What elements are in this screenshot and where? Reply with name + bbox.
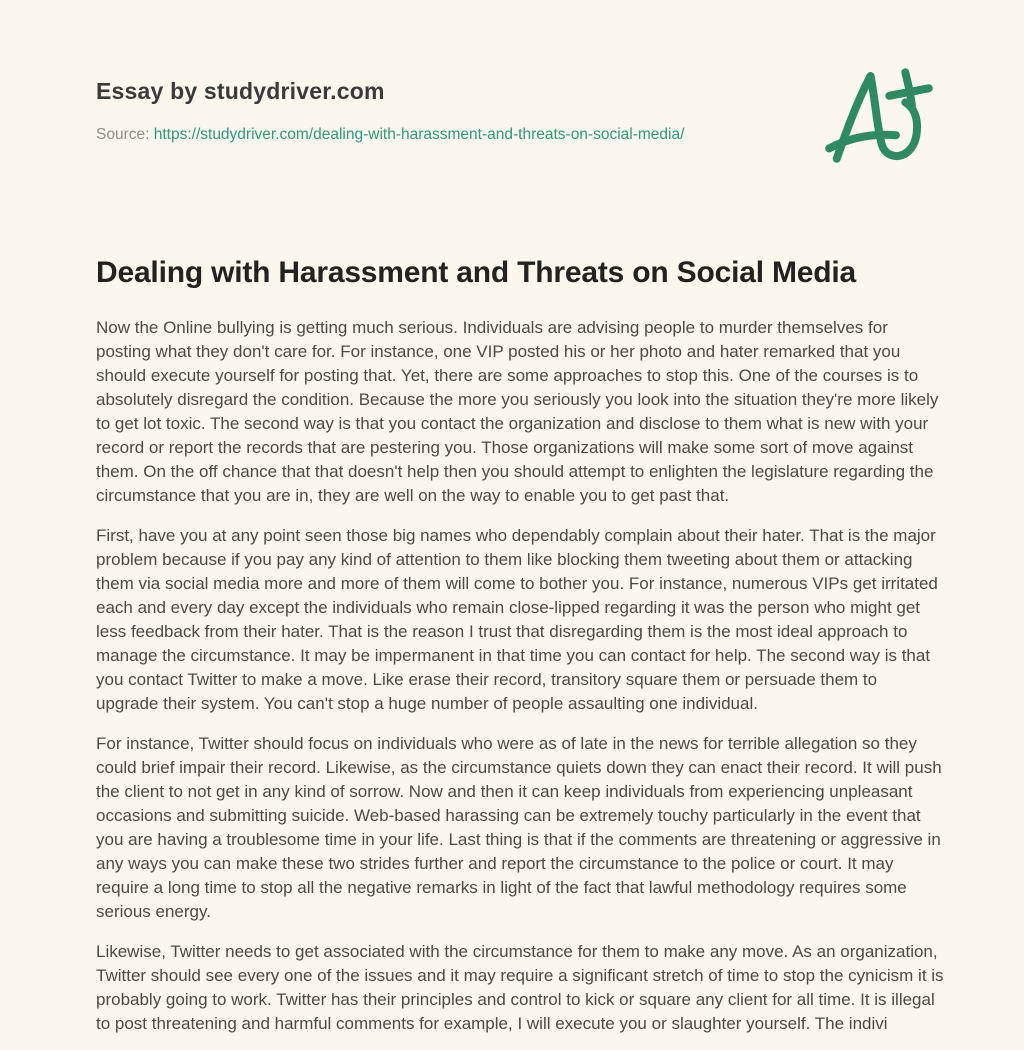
source-url-link[interactable]: https://studydriver.com/dealing-with-harassment-and-threats-on-social-media/ [153,126,685,143]
page-title: Dealing with Harassment and Threats on Social Media [96,256,856,289]
source-label: Source: [96,126,150,143]
essay-paragraph-2: First, have you at any point seen those big names who dependably complain about their hater. That is the major problem because if you pay any kind of attention to them like blocking them tweeting about them or attacking them via social media more and more of them will come to bother you. For instance, numerous VIPs get irritated each and every day except the individuals who remain close-lipped regarding it was the person who might get less feedback from their hater. That is the reason I trust that disregarding them is the most ideal approach to manage the circumstance. It may be impermanent in that time you can contact for help. The second way is that you contact Twitter to make a move. Like erase their record, transitory square them or persuade them to upgrade their system. You can't stop a huge number of people assaulting one individual. [96,526,938,713]
essay-paragraph-3: For instance, Twitter should focus on individuals who were as of late in the news for terrible allegation so they could brief impair their record. Likewise, as the circumstance quiets down they can enact their record. It will push the client to not get in any kind of sorrow. Now and then it can keep individuals from experiencing unpleasant occasions and submitting suicide. Web-based harassing can be extremely touchy particularly in the event that you are having a troublesome time in your life. Last thing is that if the comments are threatening or aggressive in any ways you can make these two strides further and report the circumstance to the police or court. It may require a long time to stop all the negative remarks in light of the fact that lawful methodology requires some serious energy. [96,734,942,921]
essay-by-heading: Essay by studydriver.com [96,78,385,104]
essay-paragraph-1: Now the Online bullying is getting much serious. Individuals are advising people to murder themselves for posting what they don't care for. For instance, one VIP posted his or her photo and hater remarked that you should execute yourself for posting that. Yet, there are some approaches to stop this. One of the courses is to absolutely disregard the condition. Because the more you seriously you look into the situation they're more likely to get lot toxic. The second way is that you contact the organization and disclose to them what is new with your record or report the records that are pestering you. Those organizations will make some sort of move against them. On the off chance that that doesn't help then you should attempt to enlighten the legislature regarding the circumstance that you are in, they are well on the way to enable you to get past that. [96,318,939,505]
article-body [96,316,944,1036]
essay-paragraph-4: Likewise, Twitter needs to get associated with the circumstance for them to make any move. As an organization, Twitter should see every one of the issues and it may require a significant stretch of time to stop the cynicism it is probably going to work. Twitter has their principles and control to kick or square any client for all time. It is illegal to post threatening and harmful comments for example, I will execute you or slaughter yourself. The indivi [96,942,944,1033]
source-line [96,126,944,144]
